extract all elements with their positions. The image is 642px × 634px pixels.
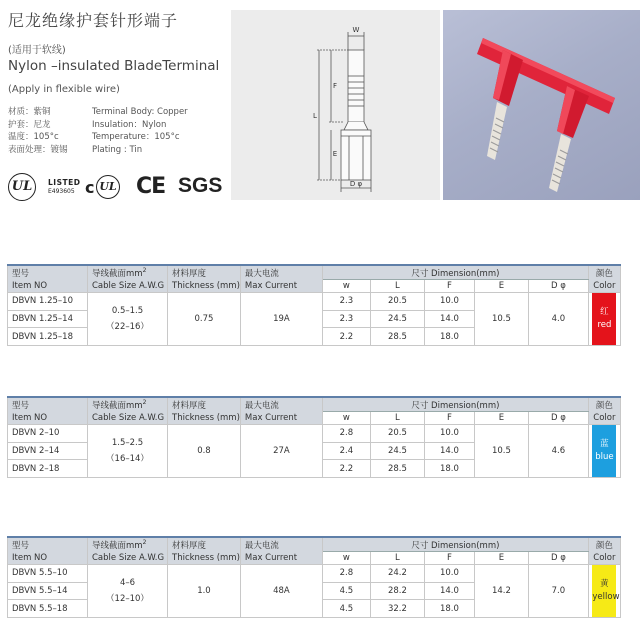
item-no: DBVN 2–18 [8, 460, 88, 478]
dim-w: 4.5 [322, 582, 370, 600]
spec-row [8, 131, 188, 144]
header-color-en: Color [588, 552, 620, 565]
dim-f: 18.0 [424, 600, 474, 618]
technical-drawing [231, 10, 440, 200]
dim-d: 4.6 [528, 425, 588, 478]
sgs-logo: SGS [178, 174, 223, 197]
dim-l: 32.2 [370, 600, 424, 618]
header-thickness-cn: 材料厚度 [168, 397, 241, 412]
table-row [8, 565, 621, 583]
dim-w: 2.2 [322, 460, 370, 478]
drawing-label-l: L [313, 112, 317, 120]
dim-e: 14.2 [474, 565, 528, 618]
ul-logo: UL [8, 173, 36, 201]
drawing-label-w: W [352, 26, 360, 34]
header-current-en: Max Current [240, 280, 322, 293]
spec-en: Plating : Tin [92, 144, 143, 155]
max-current: 48A [240, 565, 322, 618]
ul-listed-label: LISTED [48, 178, 81, 187]
dim-f: 10.0 [424, 565, 474, 583]
max-current: 27A [240, 425, 322, 478]
color-cell [588, 293, 620, 346]
table-row [8, 425, 621, 443]
ul-file-number: E493605 [48, 188, 75, 195]
header-thickness-en: Thickness (mm) [168, 552, 241, 565]
dim-l: 24.5 [370, 310, 424, 328]
item-no: DBVN 5.5–10 [8, 565, 88, 583]
spec-row [8, 106, 188, 119]
header-thickness-en: Thickness (mm) [168, 280, 241, 293]
header-w: w [322, 412, 370, 425]
header-dimension: 尺寸 Dimension(mm) [322, 265, 588, 280]
cable-size [88, 565, 168, 618]
terminal-photo-svg [443, 10, 640, 200]
cable-size [88, 293, 168, 346]
certification-logos [8, 173, 228, 203]
color-cell [588, 565, 620, 618]
header-f: F [424, 280, 474, 293]
header-thickness-cn: 材料厚度 [168, 537, 241, 552]
header-e: E [474, 552, 528, 565]
header-w: w [322, 552, 370, 565]
spec-table-yellow [7, 536, 621, 618]
product-note-en: (Apply in flexible wire) [8, 84, 120, 95]
spec-cn: 材质：紫铜 [8, 107, 51, 117]
header-cable-en: Cable Size A.W.G [88, 412, 168, 425]
color-cn: 蓝 [600, 439, 609, 449]
cable-size [88, 425, 168, 478]
cable-mm2: 1.5–2.5 [111, 438, 144, 448]
item-no: DBVN 5.5–18 [8, 600, 88, 618]
header-model-en: Item NO [8, 280, 88, 293]
dim-e: 10.5 [474, 425, 528, 478]
color-swatch-blue [592, 425, 616, 477]
color-en: blue [595, 452, 614, 462]
dim-f: 18.0 [424, 328, 474, 346]
table-header-row-1 [8, 537, 621, 552]
drawing-label-d: D φ [349, 180, 363, 188]
table-header-row-2 [8, 552, 621, 565]
thickness: 1.0 [168, 565, 241, 618]
product-title-cn: 尼龙绝缘护套针形端子 [8, 11, 179, 30]
header-l: L [370, 412, 424, 425]
dim-w: 2.4 [322, 442, 370, 460]
dim-l: 28.5 [370, 328, 424, 346]
spec-table-blue [7, 396, 621, 478]
item-no: DBVN 2–10 [8, 425, 88, 443]
dim-f: 18.0 [424, 460, 474, 478]
table-header-row-1 [8, 265, 621, 280]
dim-w: 2.3 [322, 310, 370, 328]
dim-f: 10.0 [424, 425, 474, 443]
header-l: L [370, 552, 424, 565]
cul-logo: UL [96, 175, 120, 199]
header-d: D φ [528, 412, 588, 425]
table-header-row-1 [8, 397, 621, 412]
dim-l: 24.2 [370, 565, 424, 583]
dim-w: 2.8 [322, 565, 370, 583]
header-cable-cn [88, 537, 168, 552]
table-header-row-2 [8, 412, 621, 425]
dim-f: 14.0 [424, 310, 474, 328]
header-d: D φ [528, 280, 588, 293]
header-color-cn: 颜色 [588, 265, 620, 280]
header-current-en: Max Current [240, 412, 322, 425]
item-no: DBVN 5.5–14 [8, 582, 88, 600]
spec-en: Temperature：105°c [92, 132, 180, 142]
terminal-drawing-svg [231, 10, 440, 200]
color-swatch-red [592, 293, 616, 345]
spec-table-red [7, 264, 621, 346]
max-current: 19A [240, 293, 322, 346]
material-specs [8, 106, 188, 156]
spec-en: Insulation：Nylon [92, 119, 167, 130]
header-model-en: Item NO [8, 552, 88, 565]
header-color-en: Color [588, 412, 620, 425]
header-model-cn: 型号 [8, 397, 88, 412]
dim-d: 7.0 [528, 565, 588, 618]
header-cable-sup: 2 [142, 538, 147, 546]
dim-f: 14.0 [424, 582, 474, 600]
dim-l: 24.5 [370, 442, 424, 460]
dim-e: 10.5 [474, 293, 528, 346]
header-cable-cn-text: 导线截面mm [92, 540, 143, 551]
header-color-en: Color [588, 280, 620, 293]
header-cable-sup: 2 [142, 266, 147, 274]
header-f: F [424, 552, 474, 565]
header-dimension: 尺寸 Dimension(mm) [322, 397, 588, 412]
thickness: 0.8 [168, 425, 241, 478]
header-e: E [474, 280, 528, 293]
cable-mm2: 0.5–1.5 [111, 306, 144, 316]
header-cable-en: Cable Size A.W.G [88, 280, 168, 293]
header-w: w [322, 280, 370, 293]
header-l: L [370, 280, 424, 293]
product-title-en: Nylon –insulated BladeTerminal [8, 58, 220, 74]
color-en: red [597, 320, 612, 330]
cul-c-mark: c [85, 178, 95, 197]
dim-l: 28.5 [370, 460, 424, 478]
product-photo [443, 10, 640, 200]
header-dimension: 尺寸 Dimension(mm) [322, 537, 588, 552]
product-note-cn: (适用于软线) [8, 45, 66, 56]
header-current-en: Max Current [240, 552, 322, 565]
header-cable-cn [88, 397, 168, 412]
spec-en: Terminal Body: Copper [92, 107, 188, 117]
spec-row [8, 119, 188, 132]
cable-awg: （16–14） [106, 454, 149, 464]
header-color-cn: 颜色 [588, 537, 620, 552]
header-cable-cn-text: 导线截面mm [92, 400, 143, 411]
thickness: 0.75 [168, 293, 241, 346]
header-thickness-cn: 材料厚度 [168, 265, 241, 280]
header-e: E [474, 412, 528, 425]
spec-cn: 温度：105°c [8, 132, 59, 142]
dim-w: 2.3 [322, 293, 370, 311]
color-en: yellow [592, 592, 620, 602]
header-color-cn: 颜色 [588, 397, 620, 412]
header-current-cn: 最大电流 [240, 265, 322, 280]
cable-awg: （22–16） [106, 322, 149, 332]
dim-f: 14.0 [424, 442, 474, 460]
color-cn: 黄 [600, 579, 609, 589]
header-d: D φ [528, 552, 588, 565]
cable-awg: （12–10） [106, 594, 149, 604]
header-current-cn: 最大电流 [240, 397, 322, 412]
dim-w: 2.8 [322, 425, 370, 443]
spec-cn: 护套：尼龙 [8, 119, 51, 130]
header-cable-cn-text: 导线截面mm [92, 268, 143, 279]
header-thickness-en: Thickness (mm) [168, 412, 241, 425]
header-f: F [424, 412, 474, 425]
dim-d: 4.0 [528, 293, 588, 346]
header-current-cn: 最大电流 [240, 537, 322, 552]
item-no: DBVN 2–14 [8, 442, 88, 460]
spec-cn: 表面处理：镀锡 [8, 144, 68, 155]
dim-w: 4.5 [322, 600, 370, 618]
header-model-en: Item NO [8, 412, 88, 425]
header-cable-cn [88, 265, 168, 280]
dim-l: 20.5 [370, 293, 424, 311]
color-cn: 红 [600, 307, 609, 317]
header-cable-sup: 2 [142, 398, 147, 406]
header-model-cn: 型号 [8, 265, 88, 280]
dim-l: 20.5 [370, 425, 424, 443]
item-no: DBVN 1.25–10 [8, 293, 88, 311]
header-cable-en: Cable Size A.W.G [88, 552, 168, 565]
color-swatch-yellow [592, 565, 620, 617]
color-cell [588, 425, 620, 478]
dim-l: 28.2 [370, 582, 424, 600]
table-row [8, 293, 621, 311]
dim-f: 10.0 [424, 293, 474, 311]
ce-logo: CE [136, 174, 166, 199]
header-model-cn: 型号 [8, 537, 88, 552]
spec-row [8, 144, 188, 157]
drawing-label-e: E [332, 150, 338, 158]
item-no: DBVN 1.25–18 [8, 328, 88, 346]
drawing-label-f: F [332, 82, 338, 90]
table-header-row-2 [8, 280, 621, 293]
dim-w: 2.2 [322, 328, 370, 346]
item-no: DBVN 1.25–14 [8, 310, 88, 328]
cable-mm2: 4–6 [119, 578, 136, 588]
